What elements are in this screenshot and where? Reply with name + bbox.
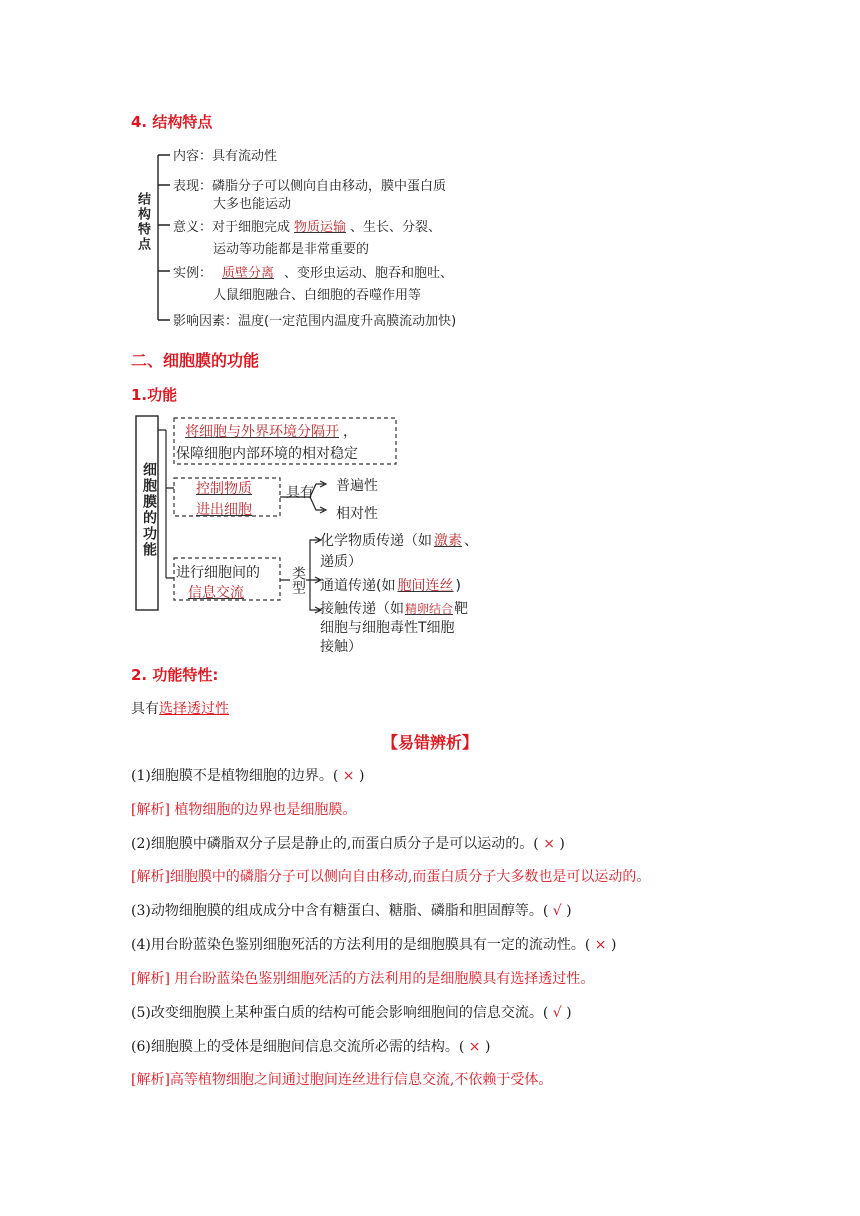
question-close: ) xyxy=(559,836,565,852)
analysis-note: [解析]高等植物细胞之间通过胞间连丝进行信息交流,不依赖于受体。 xyxy=(131,1072,553,1088)
type3-line-2: 细胞与细胞毒性T细胞 xyxy=(320,620,455,636)
type1-suffix: 、 xyxy=(464,533,478,549)
diagram-side-label: 结构特点 xyxy=(135,192,150,252)
function1-fill: 将细胞与外界环境分隔开 xyxy=(185,424,339,440)
question-text: (6)细胞膜上的受体是细胞间信息交流所必需的结构。( xyxy=(131,1039,465,1055)
type2-prefix: 通道传递(如 xyxy=(320,578,396,594)
significance-fill: 物质运输 xyxy=(294,220,347,235)
analysis-question xyxy=(131,934,616,954)
analysis-note: [解析] 用台盼蓝染色鉴别细胞死活的方法利用的是细胞膜具有选择透过性。 xyxy=(131,971,595,987)
analysis-question xyxy=(131,833,565,853)
answer-mark: × xyxy=(464,1039,485,1055)
analysis-question xyxy=(131,1002,572,1022)
function2-fill-2 xyxy=(180,499,268,519)
content-line: 内容：具有流动性 xyxy=(173,149,278,164)
diagram-bracket xyxy=(150,140,180,330)
function2-fill-1 xyxy=(180,478,268,498)
function3-fill: 信息交流 xyxy=(188,585,244,601)
property-fill: 选择透过性 xyxy=(159,701,229,717)
section-heading-structure: 4. 结构特点 xyxy=(131,113,213,131)
universality-label: 普遍性 xyxy=(336,478,378,494)
significance-line-1 xyxy=(173,216,441,235)
type3-prefix: 接触传递（如 xyxy=(320,601,404,617)
performance-line-1: 表现：磷脂分子可以侧向自由移动，膜中蛋白质 xyxy=(173,179,447,194)
type2-line xyxy=(320,575,461,595)
type2-fill: 胞间连丝 xyxy=(397,578,454,594)
property-prefix: 具有 xyxy=(131,701,159,717)
example-line-2: 人鼠细胞融合、白细胞的吞噬作用等 xyxy=(213,288,422,303)
question-text: (5)改变细胞膜上某种蛋白质的结构可能会影响细胞间的信息交流。( xyxy=(131,1005,549,1021)
type1-line-1 xyxy=(320,530,478,550)
type3-line-1 xyxy=(320,598,468,618)
function1-comma: ， xyxy=(343,424,357,440)
question-close: ) xyxy=(484,1039,491,1055)
analysis-question xyxy=(131,765,364,785)
type2-suffix: ) xyxy=(455,578,461,594)
question-close: ) xyxy=(358,768,365,784)
factor-line: 影响因素：温度(一定范围内温度升高膜流动加快) xyxy=(173,314,457,329)
analysis-note: [解析] 植物细胞的边界也是细胞膜。 xyxy=(131,802,357,818)
analysis-note: [解析]细胞膜中的磷脂分子可以侧向自由移动,而蛋白质分子大多数也是可以运动的。 xyxy=(131,869,651,885)
property-line xyxy=(131,698,229,718)
significance-prefix: 意义：对于细胞完成 xyxy=(173,220,291,235)
subheading-function: 1.功能 xyxy=(131,386,178,404)
type-label: 类型 xyxy=(290,566,306,594)
function3-line-1: 进行细胞间的 xyxy=(176,565,260,581)
function2-fill-1-text: 控制物质 xyxy=(196,481,252,497)
function1-line-2: 保障细胞内部环境的相对稳定 xyxy=(176,446,358,462)
answer-mark: √ xyxy=(548,1005,567,1021)
question-close: ) xyxy=(610,937,617,953)
significance-line-2: 运动等功能都是非常重要的 xyxy=(213,242,370,257)
section-heading-function: 二、细胞膜的功能 xyxy=(131,351,260,370)
question-text: (4)用台盼蓝染色鉴别细胞死活的方法利用的是细胞膜具有一定的流动性。( xyxy=(131,937,591,953)
question-close: ) xyxy=(566,1005,572,1021)
has-label: 具有 xyxy=(286,485,314,501)
answer-mark: × xyxy=(538,836,560,852)
performance-line-2: 大多也能运动 xyxy=(213,197,292,212)
analysis-question xyxy=(131,900,572,920)
type3-suffix: 靶 xyxy=(454,601,469,617)
type1-line-2: 递质） xyxy=(320,554,362,570)
analysis-title: 【易错辨析】 xyxy=(381,733,478,752)
function2-fill-2-text: 进出细胞 xyxy=(196,502,252,518)
relativity-label: 相对性 xyxy=(336,506,378,522)
example-fill: 质壁分离 xyxy=(222,266,275,281)
function-side-label: 细胞膜的功能 xyxy=(141,462,157,558)
question-text: (2)细胞膜中磷脂双分子层是静止的,而蛋白质分子是可以运动的。( xyxy=(131,836,539,852)
analysis-question xyxy=(131,1036,490,1056)
function3-line-2 xyxy=(184,582,248,602)
example-prefix: 实例： xyxy=(173,266,213,281)
example-suffix: 、变形虫运动、胞吞和胞吐、 xyxy=(284,266,454,281)
answer-mark: × xyxy=(590,937,611,953)
function1-line-1 xyxy=(181,421,357,441)
type1-fill: 激素 xyxy=(434,533,462,549)
question-text: (3)动物细胞膜的组成成分中含有糖蛋白、糖脂、磷脂和胆固醇等。( xyxy=(131,903,549,919)
significance-suffix: 、生长、分裂、 xyxy=(350,220,442,235)
type3-fill: 精卵结合 xyxy=(405,602,454,616)
type3-line-3: 接触） xyxy=(320,639,362,655)
subheading-property: 2. 功能特性: xyxy=(131,666,219,684)
question-close: ) xyxy=(566,903,572,919)
answer-mark: √ xyxy=(548,903,567,919)
question-text: (1)细胞膜不是植物细胞的边界。( xyxy=(131,768,339,784)
type1-prefix: 化学物质传递（如 xyxy=(320,533,432,549)
answer-mark: × xyxy=(338,768,359,784)
example-line-1 xyxy=(173,262,453,281)
